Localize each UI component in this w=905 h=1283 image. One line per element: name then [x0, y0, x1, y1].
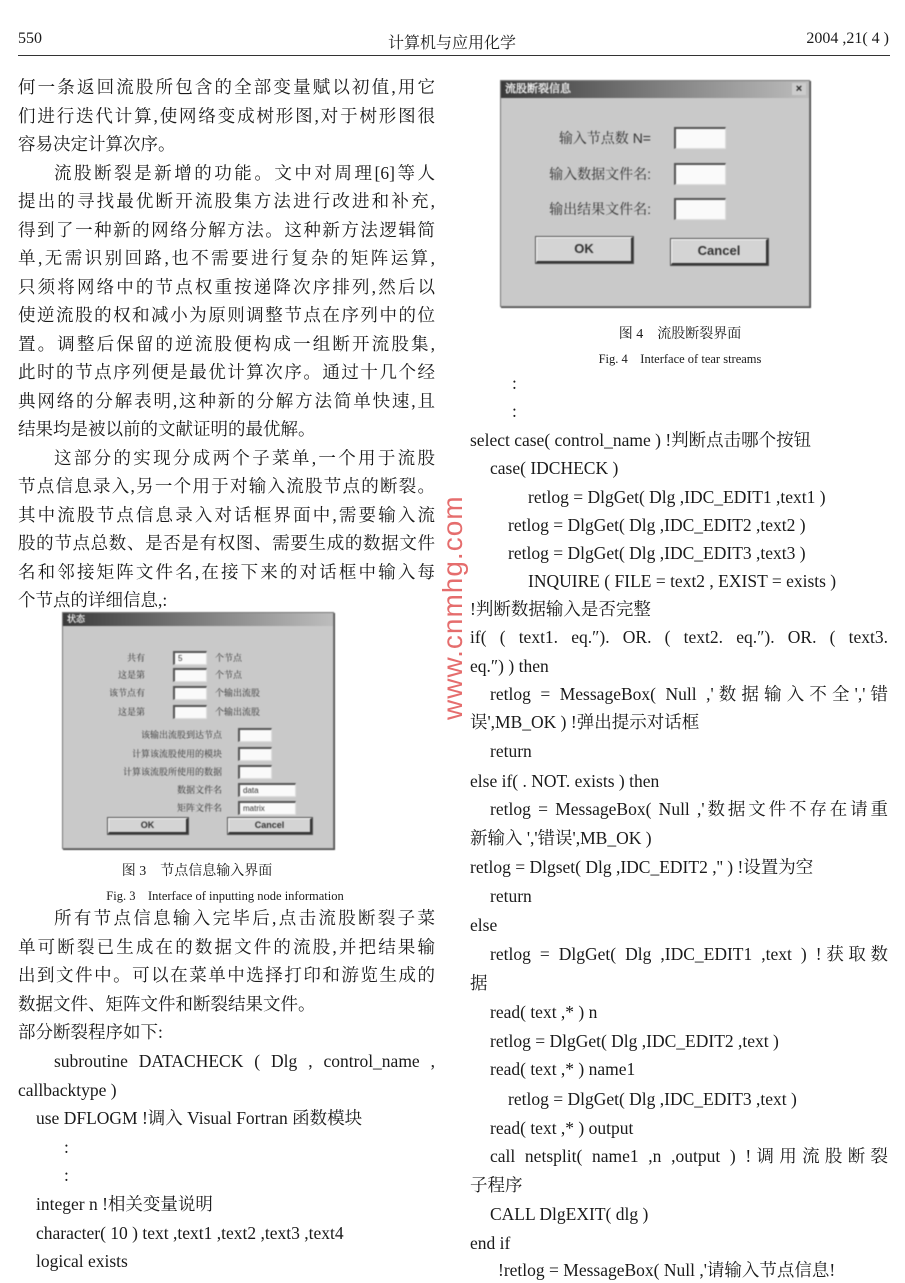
text-line: 名和邻接矩阵文件名,在接下来的对话框中输入每: [18, 561, 435, 582]
figure3-suffix: 个输出流股: [215, 688, 261, 698]
code-line: INQUIRE ( FILE = text2 , EXIST = exists ): [528, 571, 837, 591]
figure3-label: 该输出流股到达节点: [140, 730, 222, 740]
text-line: 容易决定计算次序。: [18, 134, 176, 154]
code-line: retlog = DlgGet( Dlg ,IDC_EDIT2 ,text2 ): [508, 515, 806, 535]
code-line: retlog = MessageBox( Null ,'数据输入不全','错: [490, 684, 888, 704]
code-line: 子程序: [470, 1175, 523, 1195]
text-line: 此时的节点序列便是最优计算次序。通过十几个经: [18, 362, 435, 382]
text-line: 流股断裂是新增的功能。文中对周理[6]等人: [54, 162, 435, 183]
text-line: 只须将网络中的节点权重按递降次序排列,然后以: [18, 276, 435, 297]
text-line: 结果均是被以前的文献证明的最优解。: [18, 419, 316, 439]
figure4-field[interactable]: [674, 127, 726, 149]
text-line: 股的节点总数、是否是有权图、需要生成的数据文件: [18, 533, 435, 553]
figure4-ok-button[interactable]: OK: [536, 237, 633, 263]
figure4-label: 输出结果文件名:: [549, 201, 651, 217]
code-line: :: [512, 401, 517, 421]
figure3-label: 这是第: [117, 670, 145, 680]
figure3-cancel-button[interactable]: Cancel: [228, 818, 312, 834]
figure4-title-bar: [501, 81, 809, 98]
code-line: read( text ,* ) output: [490, 1118, 634, 1138]
text-line: 这部分的实现分成两个子菜单,一个用于流股: [54, 447, 435, 468]
code-line: :: [64, 1136, 69, 1157]
code-line: retlog = DlgGet( Dlg ,IDC_EDIT3 ,text ): [508, 1089, 797, 1109]
figure3-field[interactable]: [173, 705, 207, 719]
code-line: 新输入 ','错误',MB_OK ): [470, 828, 652, 848]
code-line: select case( control_name ) !判断点击哪个按钮: [470, 430, 812, 450]
figure3-field[interactable]: [173, 668, 207, 682]
text-line: 单可断裂已生成在的数据文件的流股,并把结果输: [18, 936, 435, 957]
figure3-field[interactable]: data: [238, 783, 296, 797]
text-line: 出到文件中。可以在菜单中选择打印和游览生成的: [18, 965, 435, 986]
text-line: 数据文件、矩阵文件和断裂结果文件。: [18, 993, 316, 1014]
text-line: 们进行迭代计算,使网络变成树形图,对于树形图很: [18, 105, 435, 126]
figure3-label: 数据文件名: [176, 785, 222, 795]
code-line: read( text ,* ) name1: [490, 1059, 636, 1079]
figure4-caption-cn: 图 4 流股断裂界面: [618, 327, 742, 342]
code-line: logical exists: [36, 1251, 128, 1272]
text-line: 部分断裂程序如下:: [18, 1022, 163, 1043]
figure3-title-bar: 状态: [63, 613, 333, 626]
figure3-suffix: 个节点: [215, 653, 243, 663]
figure3-label: 计算该流股使用的模块: [131, 749, 222, 759]
figure4-label: 输入数据文件名:: [549, 166, 651, 182]
code-line: use DFLOGM !调入 Visual Fortran 函数模块: [36, 1108, 363, 1129]
watermark: www.cnmhg.com: [437, 495, 468, 720]
figure3-caption-cn: 图 3 节点信息输入界面: [121, 864, 273, 879]
text-line: 典网络的分解表明,这种新的分解方法简单快速,且: [18, 390, 435, 411]
figure3-ok-button[interactable]: OK: [108, 818, 188, 834]
code-line: retlog = MessageBox( Null ,'数据文件不存在请重: [490, 799, 888, 819]
figure4-caption-en: Fig. 4 Interface of tear streams: [598, 352, 762, 366]
code-line: retlog = DlgGet( Dlg ,IDC_EDIT1 ,text1 ): [528, 487, 826, 507]
code-line: retlog = DlgGet( Dlg ,IDC_EDIT3 ,text3 ): [508, 543, 806, 563]
figure3-field[interactable]: [238, 747, 272, 761]
figure4-title: 流股断裂信息: [505, 83, 571, 95]
figure4-cancel-button[interactable]: Cancel: [671, 239, 768, 265]
figure4-label: 输入节点数 N=: [558, 130, 651, 146]
figure3-suffix: 个节点: [215, 670, 243, 680]
code-line: :: [64, 1165, 69, 1186]
figure3-field[interactable]: [238, 765, 272, 779]
code-line: return: [490, 741, 532, 761]
text-line: 节点信息录入,另一个用于对输入流股节点的断裂。: [18, 476, 435, 496]
close-icon[interactable]: ×: [792, 83, 806, 95]
text-line: 个节点的详细信息,:: [18, 590, 168, 610]
text-line: 置。调整后保留的逆流股便构成一组断开流股集,: [18, 333, 435, 354]
code-line: 据: [470, 973, 488, 993]
code-line: return: [490, 886, 532, 906]
issue-info: 2004 ,21( 4 ): [806, 30, 889, 47]
figure3-field[interactable]: 5: [173, 651, 207, 665]
figure3-field[interactable]: [173, 686, 207, 700]
figure3-label: 这是第: [117, 707, 145, 717]
figure3-caption-en: Fig. 3 Interface of inputting node information: [106, 889, 344, 903]
code-line: if( ( text1. eq.″). OR. ( text2. eq.″). OR. ( text3.: [470, 627, 888, 647]
code-line: integer n !相关变量说明: [36, 1194, 213, 1214]
header-rule: [18, 55, 890, 56]
figure3-label: 矩阵文件名: [176, 803, 222, 813]
figure4-dialog: [500, 80, 810, 307]
code-line: subroutine DATACHECK ( Dlg , control_name ,: [54, 1051, 435, 1071]
code-line: retlog = DlgGet( Dlg ,IDC_EDIT1 ,text ) !获取数: [490, 944, 888, 964]
code-line: case( IDCHECK ): [490, 458, 619, 478]
text-line: 得到了一种新的网络分解方法。这种新方法逻辑简: [18, 219, 435, 240]
code-line: retlog = DlgGet( Dlg ,IDC_EDIT2 ,text ): [490, 1031, 779, 1051]
code-line: eq.″) ) then: [470, 656, 549, 676]
code-line: CALL DlgEXIT( dlg ): [490, 1204, 649, 1224]
code-line: else: [470, 915, 498, 935]
figure4-field[interactable]: [674, 163, 726, 185]
figure3-dialog: [62, 612, 334, 849]
text-line: 单,无需识别回路,也不需要进行复杂的矩阵运算,: [18, 248, 435, 268]
code-line: !判断数据输入是否完整: [470, 599, 651, 619]
figure3-label: 该节点有: [108, 688, 145, 698]
code-line: retlog = Dlgset( Dlg ,IDC_EDIT2 ,'' ) !设置为空: [470, 857, 814, 877]
code-line: else if( . NOT. exists ) then: [470, 771, 660, 791]
code-line: 误',MB_OK ) !弹出提示对话框: [470, 712, 700, 732]
code-line: :: [512, 373, 517, 393]
text-line: 何一条返回流股所包含的全部变量赋以初值,用它: [18, 77, 435, 97]
code-line: !retlog = MessageBox( Null ,'请输入节点信息!: [498, 1260, 836, 1280]
code-line: character( 10 ) text ,text1 ,text2 ,text3 ,text4: [36, 1222, 344, 1243]
code-line: end if: [470, 1233, 511, 1253]
figure3-label: 计算该流股所使用的数据: [122, 767, 222, 777]
text-line: 使逆流股的权和减小为原则调整节点在序列中的位: [18, 305, 435, 325]
code-line: read( text ,* ) n: [490, 1002, 598, 1022]
text-line: 其中流股节点信息录入对话框界面中,需要输入流: [18, 504, 435, 525]
figure3-field[interactable]: matrix: [238, 801, 296, 815]
page-number: 550: [18, 30, 42, 47]
code-line: callbacktype ): [18, 1079, 117, 1100]
figure4-field[interactable]: [674, 198, 726, 220]
figure3-suffix: 个输出流股: [215, 707, 261, 717]
figure3-label: 共有: [126, 653, 145, 663]
text-line: 提出的寻找最优断开流股集方法进行改进和补充,: [18, 191, 435, 211]
text-line: 所有节点信息输入完毕后,点击流股断裂子菜: [54, 908, 435, 928]
figure3-field[interactable]: [238, 728, 272, 742]
journal-title: 计算机与应用化学: [387, 35, 516, 52]
code-line: call netsplit( name1 ,n ,output ) !调用流股断裂: [490, 1146, 888, 1166]
